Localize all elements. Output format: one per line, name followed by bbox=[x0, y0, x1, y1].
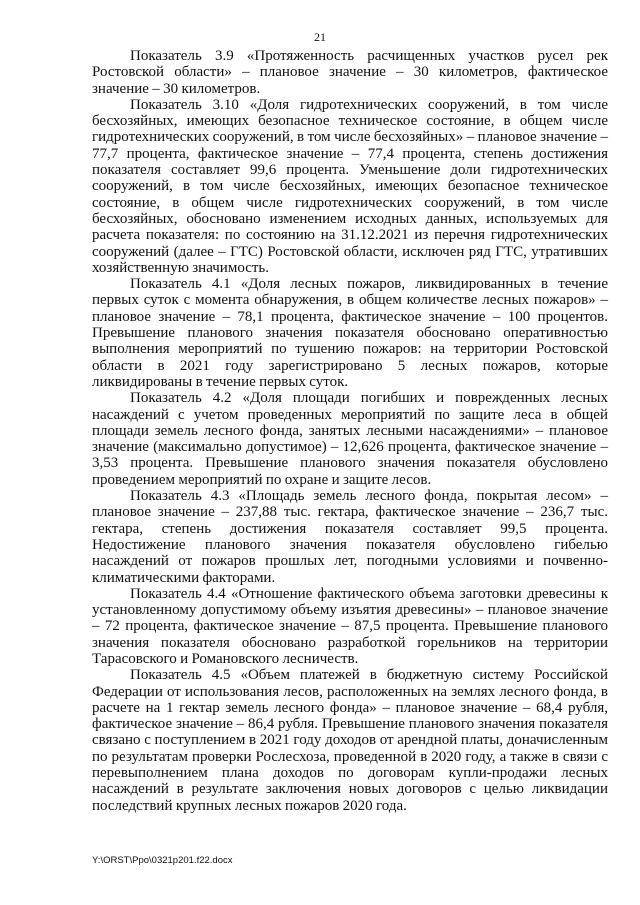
paragraph-indicator-4-4: Показатель 4.4 «Отношение фактического объема заготовки древесины к установленному допустимому объему изъятия древесины» – плановое значение – 72 процента, фактическое значение – 87,5 процента. Превышение планового значения показателя обосновано разработкой горельников на территории Тарасовского и Романовского лесничеств. bbox=[92, 585, 608, 667]
file-path-footer: Y:\ORST\Ppo\0321p201.f22.docx bbox=[92, 855, 233, 866]
paragraph-indicator-4-3: Показатель 4.3 «Площадь земель лесного фонда, покрытая лесом» – плановое значение – 237,88 тыс. гектара, фактическое значение – 236,7 тыс. гектара, степень достижения показателя составляет 99,5 процента. Недостижение планового значения показателя обусловлено гибелью насаждений от пожаров прошлых лет, погодными условиями и почвенно-климатическими факторами. bbox=[92, 488, 608, 586]
page-number: 21 bbox=[314, 30, 326, 44]
paragraph-indicator-3-10: Показатель 3.10 «Доля гидротехнических сооружений, в том числе бесхозяйных, имеющих безопасное техническое состояние, в общем числе гидротехнических сооружений, в том числе бесхозяйных» – плановое значение – 77,7 процента, фактическое значение – 77,4 процента, степень достижения показателя составляет 99,6 процента. Уменьшение доли гидротехнических сооружений, в том числе бесхозяйных, имеющих безопасное техническое состояние, в общем числе гидротехнических сооружений, в том числе бесхозяйных, обосновано изменением исходных данных, используемых для расчета показателя: по состоянию на 31.12.2021 из перечня гидротехнических сооружений (далее – ГТС) Ростовской области, исключен ряд ГТС, утративших хозяйственную значимость. bbox=[92, 96, 608, 276]
paragraph-indicator-4-1: Показатель 4.1 «Доля лесных пожаров, ликвидированных в течение первых суток с момента обнаружения, в общем количестве лесных пожаров» – плановое значение – 78,1 процента, фактическое значение – 100 процентов. Превышение планового значения показателя обосновано оперативностью выполнения мероприятий по тушению пожаров: на территории Ростовской области в 2021 году зарегистрировано 5 лесных пожаров, которые ликвидированы в течение первых суток. bbox=[92, 276, 608, 390]
document-body bbox=[92, 48, 608, 814]
paragraph-indicator-3-9: Показатель 3.9 «Протяженность расчищенных участков русел рек Ростовской области» – плановое значение – 30 километров, фактическое значение – 30 километров. bbox=[92, 48, 608, 97]
paragraph-indicator-4-5: Показатель 4.5 «Объем платежей в бюджетную систему Российской Федерации от использования лесов, расположенных на землях лесного фонда, в расчете на 1 гектар земель лесного фонда» – плановое значение – 68,4 рубля, фактическое значение – 86,4 рубля. Превышение планового значения показателя связано с поступлением в 2021 году доходов от арендной платы, доначисленным по результатам проверки Рослесхоза, проведенной в 2020 году, а также в связи с перевыполнением плана доходов по договорам купли-продажи лесных насаждений в результате заключения новых договоров с целью ликвидации последствий крупных лесных пожаров 2020 года. bbox=[92, 667, 608, 814]
paragraph-indicator-4-2: Показатель 4.2 «Доля площади погибших и поврежденных лесных насаждений с учетом проведенных мероприятий по защите леса в общей площади земель лесного фонда, занятых лесными насаждениями» – плановое значение (максимально допустимое) – 12,626 процента, фактическое значение – 3,53 процента. Превышение планового значения показателя обусловлено проведением мероприятий по охране и защите лесов. bbox=[92, 390, 608, 488]
